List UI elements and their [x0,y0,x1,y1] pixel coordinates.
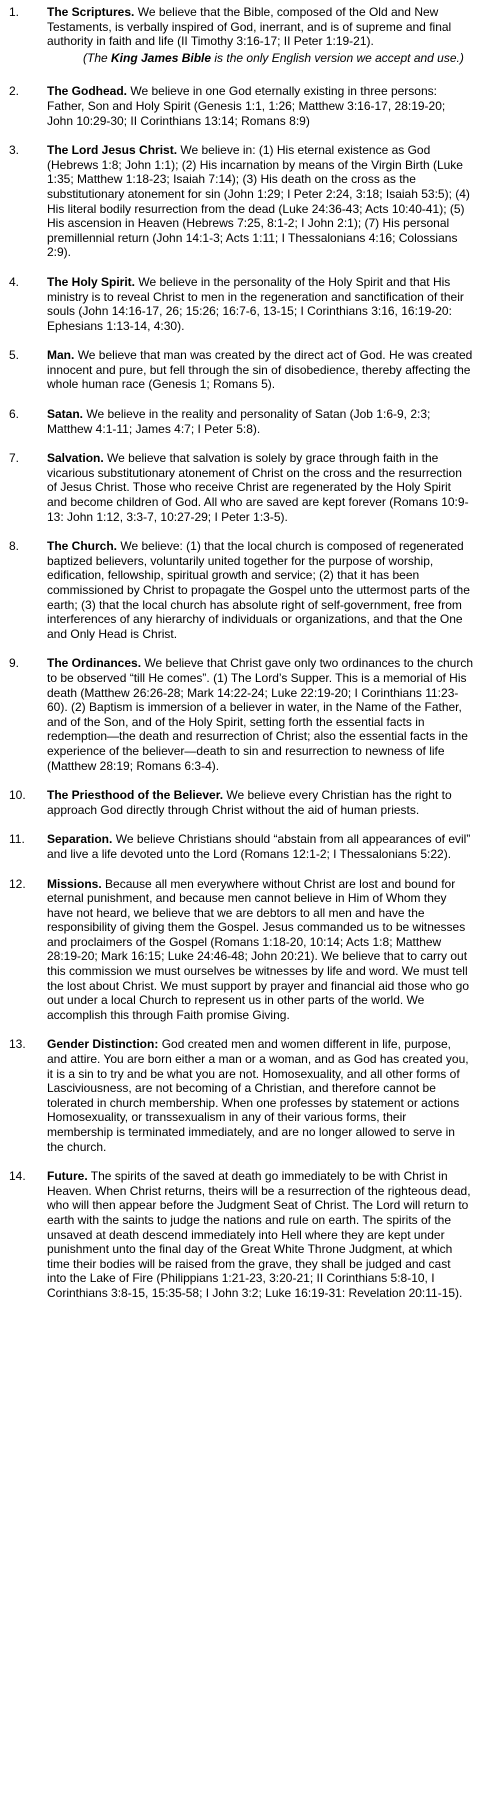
item-heading: Gender Distinction: [47,1037,159,1052]
note-text-start: (The [83,50,112,65]
doctrine-item [8,877,473,1023]
doctrine-item [8,788,473,817]
item-text: The spirits of the saved at death go immediately to be with Christ in Heaven. When Christ returns, theirs will be a resurrection of the righteous dead, who will then appear before the Judgment Seat of Christ. The Lord will return to earth with the saints to judge the nations and rule on earth. The spirits of the unsaved at death descend immediately into Hell where they are kept under punishment unto the final day of the Great White Throne Judgment, at which time their bodies will be raised from the grave, they shall be judged and cast into the Lake of Fire (Philippians 1:21-23, 3:20-21; II Corinthians 5:8-10, I Corinthians 3:8-15, 15:35-58; I John 3:2; Luke 16:19-31: Revelation 20:11-15). [47,1169,471,1300]
item-heading: The Scriptures. [47,5,135,19]
doctrine-item [8,451,473,524]
doctrine-item [8,539,473,641]
doctrine-item [8,5,473,69]
item-text: We believe: (1) that the local church is composed of regenerated baptized believers, voluntarily united together for the purpose of worship, edification, fellowship, spiritual growth and service; (2) that it has been commissioned by Christ to propagate the Gospel unto the uttermost parts of the earth; (3) that the local church has absolute right of self-government, free from interferences of any hierarchy of individuals or organizations, and that the One and Only Head is Christ. [47,539,470,641]
item-number: 1. [9,5,20,19]
doctrine-item [8,348,473,392]
item-heading: Future. [47,1169,88,1184]
note-bold-text: King James Bible [111,50,212,65]
item-content [47,877,473,1023]
item-heading: Satan. [47,407,84,422]
doctrine-item [8,275,473,333]
doctrine-item [8,1037,473,1154]
item-number: 10. [9,788,26,803]
item-text: God created men and women different in life, purpose, and attire. You are born either a man or a woman, and as God has created you, it is a sin to try and be what you are not. Homosexuality, and all other forms of Lasciviousness, are not becoming of a Christian, and therefore cannot be tolerated in church membership. When one professes by statement or actions Homosexuality, or transsexualism in any of their various forms, their membership is terminated immediately, and are no longer allowed to serve in the church. [47,1037,469,1154]
doctrine-item [8,143,473,260]
item-heading: The Holy Spirit. [47,274,136,289]
item-number: 12. [9,876,26,891]
item-heading: Salvation. [47,451,104,466]
bible-version-note [47,51,473,66]
item-text: We believe that man was created by the direct act of God. He was created innocent and pure, but fell through the sin of disobedience, thereby affecting the whole human race (Genesis 1; Romans 5). [47,348,473,392]
item-number: 8. [9,539,20,554]
item-content [47,84,473,128]
item-number: 9. [9,656,20,671]
item-text: We believe that salvation is solely by grace through faith in the vicarious substitutionary atonement of Christ on the cross and the resurrection of Jesus Christ. Those who receive Christ are regenerated by the Holy Spirit and become children of God. All who are saved are kept forever (Romans 10:9-13: John 1:12, 3:3-7, 10:27-29; I Peter 1:3-5). [47,451,469,524]
doctrine-item [8,1169,473,1300]
item-number: 5. [9,348,20,363]
item-content [47,451,473,524]
doctrine-item [8,84,473,128]
item-heading: Man. [47,348,75,363]
doctrine-list [8,5,473,1301]
item-heading: Missions. [47,876,102,891]
item-number: 14. [9,1169,26,1184]
item-heading: The Priesthood of the Believer. [47,788,224,803]
doctrine-item [8,832,473,861]
item-number: 6. [9,407,20,422]
item-content [47,788,473,817]
note-text-end: is the only English version we accept and use.) [211,50,464,65]
item-text: We believe that Christ gave only two ordinances to the church to be observed “till He comes”. (1) The Lord’s Supper. This is a memorial of His death (Matthew 26:26-28; Mark 14:22-24; Luke 22:19-20; I Corinthians 11:23-60). (2) Baptism is immersion of a believer in water, in the Name of the Father, and of the Son, and of the Holy Spirit, setting forth the essential facts in redemption—the death and resurrection of Christ; also the essential facts in the experience of the believer—death to sin and resurrection to newness of life (Matthew 28:19; Romans 6:3-4). [47,656,473,773]
item-number: 3. [9,143,20,158]
item-text: Because all men everywhere without Christ are lost and bound for eternal punishment, and because men cannot believe in Him of Whom they have not heard, we believe that we are debtors to all men and have the responsibility of giving them the Gospel. Jesus commanded us to be witnesses and proclaimers of the Gospel (Romans 1:18-20, 10:14; Acts 1:8; Matthew 28:19-20; Mark 16:15; Luke 24:46-48; John 20:21). We believe that to carry out this commission we must ourselves be witnesses by life and word. We must tell the lost about Christ. We must support by prayer and financial aid those who go out under a local Church to represent us in other parts of the world. We accomplish this through Faith promise Giving. [47,876,470,1022]
item-content [47,407,473,436]
item-text: We believe in the reality and personality of Satan (Job 1:6-9, 2:3; Matthew 4:1-11; James 4:7; I Peter 5:8). [47,407,431,436]
item-content [47,656,473,773]
item-number: 7. [9,451,20,466]
item-text: We believe Christians should “abstain from all appearances of evil” and live a life devoted unto the Lord (Romans 12:1-2; I Thessalonians 5:22). [47,832,471,861]
item-content [47,275,473,333]
item-heading: The Church. [47,539,118,554]
item-content [47,1037,473,1154]
item-number: 13. [9,1037,26,1052]
doctrine-item [8,656,473,773]
doctrine-item [8,407,473,436]
item-number: 11. [9,832,25,847]
item-heading: The Godhead. [47,84,128,99]
item-text: We believe that the Bible, composed of the Old and New Testaments, is verbally inspired of God, inerrant, and is of supreme and final authority in faith and life (II Timothy 3:16-17; II Peter 1:19-21). [47,5,452,49]
item-content [47,143,473,260]
item-heading: Separation. [47,832,113,847]
item-heading: The Lord Jesus Christ. [47,143,178,158]
item-text: We believe in one God eternally existing in three persons: Father, Son and Holy Spirit (Genesis 1:1, 1:26; Matthew 3:16-17, 28:19-20; John 10:29-30; II Corinthians 13:14; Romans 8:9) [47,84,446,128]
item-content [47,348,473,392]
item-text: We believe every Christian has the right to approach God directly through Christ without the aid of human priests. [47,788,452,817]
item-number: 4. [9,274,20,289]
item-content [47,539,473,641]
item-content [47,1169,473,1300]
item-content [47,832,473,861]
item-number: 2. [9,84,20,99]
item-heading: The Ordinances. [47,656,142,671]
item-text: We believe in: (1) His eternal existence as God (Hebrews 1:8; John 1:1); (2) His incarnation by means of the Virgin Birth (Luke 1:35; Matthew 1:18-23; Isaiah 7:14); (3) His death on the cross as the substitutionary atonement for sin (John 1:29; I Peter 2:24, 3:18; Isaiah 53:5); (4) His literal bodily resurrection from the dead (Luke 24:36-43; Acts 10:40-41); (5) His ascension in Heaven (Hebrews 7:25, 8:1-2; I John 2:1); (7) His personal premillennial return (John 14:1-3; Acts 1:11; I Thessalonians 4:16; Colossians 2:9). [47,143,470,260]
item-text: We believe in the personality of the Holy Spirit and that His ministry is to reveal Christ to men in the regeneration and sanctification of their souls (John 14:16-17, 26; 15:26; 16:7-6, 13-15; I Corinthians 3:16, 16:19-20: Ephesians 1:13-14, 4:30). [47,274,464,333]
item-content [47,5,473,69]
